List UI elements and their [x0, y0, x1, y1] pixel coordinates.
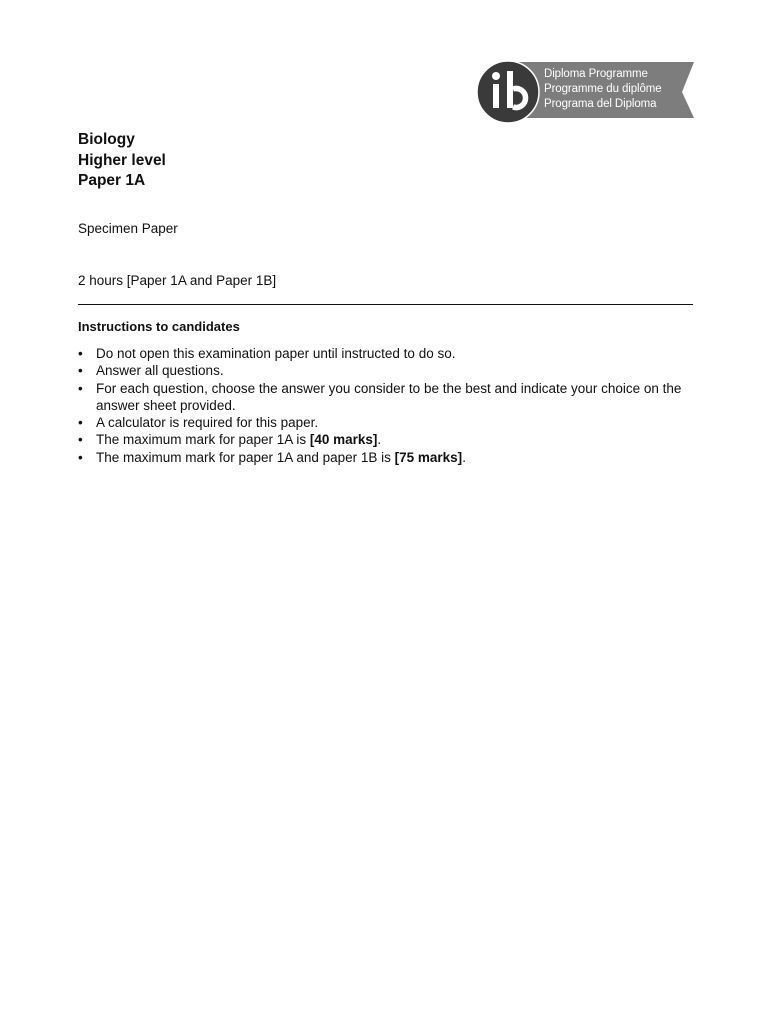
paper-title: Paper 1A — [78, 172, 146, 189]
instruction-item — [78, 414, 693, 431]
level-title: Higher level — [78, 151, 166, 169]
bullet-icon: • — [78, 346, 83, 361]
instruction-item — [78, 380, 693, 415]
horizontal-divider — [78, 304, 693, 305]
instruction-text: Do not open this examination paper until instructed to do so. — [96, 346, 456, 361]
ib-diploma-programme-logo — [476, 59, 694, 125]
bullet-icon: • — [78, 415, 83, 431]
bullet-icon: • — [78, 380, 83, 396]
paper-title-block — [78, 130, 166, 192]
instructions-list — [78, 345, 693, 466]
specimen-label: Specimen Paper — [78, 221, 178, 236]
logo-text — [544, 67, 662, 112]
instruction-suffix: . — [462, 449, 466, 465]
subject-title: Biology — [78, 131, 135, 148]
instruction-text: The maximum mark for paper 1A and paper 1B is — [96, 449, 395, 465]
instruction-text: Answer all questions. — [96, 363, 224, 379]
bullet-icon: • — [78, 432, 83, 448]
bullet-icon: • — [78, 449, 83, 465]
instruction-text: For each question, choose the answer you consider to be the best and indicate your choice on the answer sheet provided. — [96, 380, 682, 413]
instructions-heading: Instructions to candidates — [78, 319, 240, 334]
exam-duration: 2 hours [Paper 1A and Paper 1B] — [78, 273, 277, 288]
instruction-item — [78, 345, 693, 362]
logo-line-spanish: Programa del Diploma — [544, 98, 657, 110]
marks-value: [75 marks] — [394, 449, 463, 465]
logo-line-english: Diploma Programme — [544, 68, 648, 80]
instruction-item — [78, 449, 693, 466]
marks-value: [40 marks] — [309, 432, 378, 448]
instruction-suffix: . — [377, 432, 382, 448]
instruction-text: A calculator is required for this paper. — [96, 415, 319, 431]
logo-line-french: Programme du diplôme — [544, 83, 662, 95]
instruction-item — [78, 362, 693, 379]
instruction-item — [78, 431, 693, 448]
instruction-text: The maximum mark for paper 1A is — [96, 432, 310, 448]
bullet-icon: • — [78, 363, 83, 379]
